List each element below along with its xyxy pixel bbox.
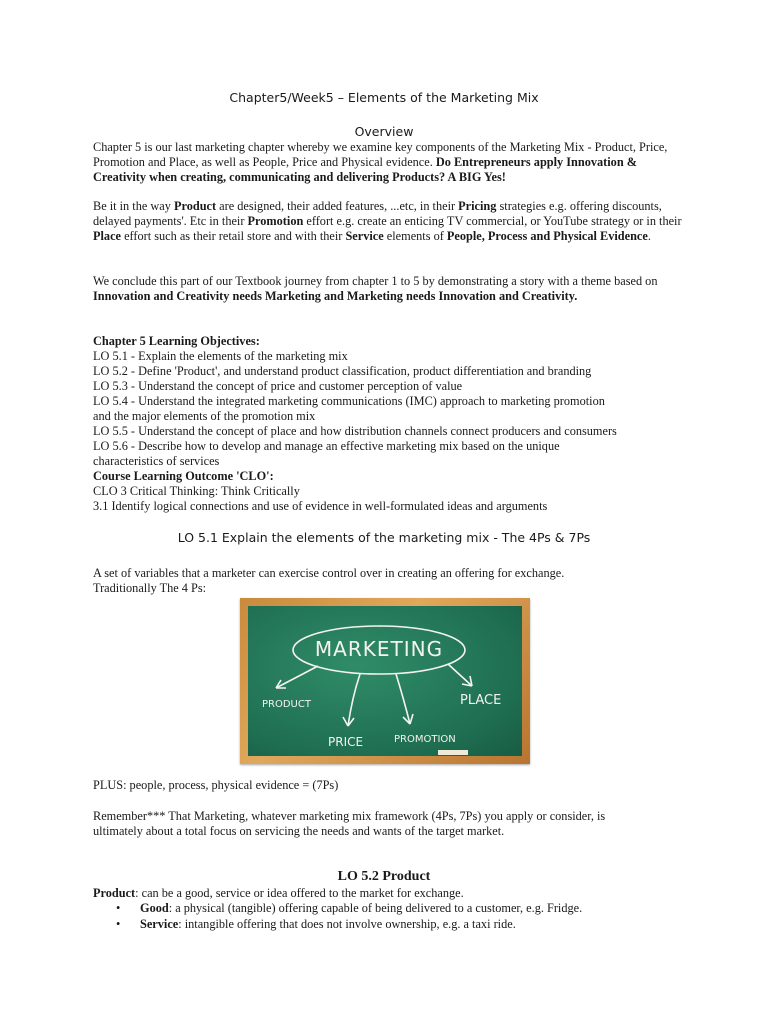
- objective-line: LO 5.3 - Understand the concept of price and customer perception of value: [93, 379, 463, 393]
- objectives-heading: Chapter 5 Learning Objectives:: [93, 334, 260, 348]
- clo-heading: Course Learning Outcome 'CLO':: [93, 469, 274, 483]
- page-title: Chapter5/Week5 – Elements of the Marketing Mix: [229, 90, 539, 105]
- objective-line: LO 5.1 - Explain the elements of the marketing mix: [93, 349, 348, 363]
- clo-line: CLO 3 Critical Thinking: Think Critically: [93, 484, 300, 498]
- chalkboard-drawing: [248, 606, 522, 756]
- arrow-product: [276, 666, 318, 688]
- learning-objectives: [93, 334, 617, 514]
- overview-heading: Overview: [354, 124, 414, 139]
- text-run: effort e.g. create an enticing TV commercial, or YouTube strategy or in their: [303, 214, 682, 228]
- overview-paragraph-2: [93, 199, 693, 244]
- objective-line: LO 5.2 - Define 'Product', and understand product classification, product differentiation and branding: [93, 364, 592, 378]
- intro-line: A set of variables that a marketer can exercise control over in creating an offering for exchange.: [93, 566, 565, 580]
- objective-line: LO 5.4 - Understand the integrated marketing communications (IMC) approach to marketing promotion: [93, 394, 605, 408]
- objective-line: LO 5.5 - Understand the concept of place and how distribution channels connect producers and consumers: [93, 424, 617, 438]
- bold-run: Place: [93, 229, 121, 243]
- arrow-place: [448, 664, 472, 686]
- text-run: : can be a good, service or idea offered to the market for exchange.: [135, 886, 464, 900]
- overview-bold-question: Do Entrepreneurs apply Innovation & Creativity when creating, communicating and delivering Products? A BIG Yes!: [93, 155, 637, 184]
- bold-run: Product: [173, 199, 217, 213]
- board-place-label: PLACE: [460, 693, 502, 708]
- bold-run: Service: [345, 229, 384, 243]
- text-run: elements of: [383, 229, 447, 243]
- arrow-promotion: [396, 674, 410, 724]
- overview-text: Chapter 5 is our last marketing chapter whereby we examine key components of the Marketing Mix - Product, Price, Promotion and Place, as well as People, Price and Physical evidence.: [93, 140, 668, 169]
- overview-paragraph-1: [93, 140, 693, 185]
- list-item: [116, 917, 516, 932]
- text-run: are designed, their added features, ...etc, in their: [216, 199, 459, 213]
- text-run: We conclude this part of our Textbook journey from chapter 1 to 5 by demonstrating a story with a theme based on: [93, 274, 658, 288]
- bold-run: Product: [93, 886, 136, 900]
- intro-line: Traditionally The 4 Ps:: [93, 581, 207, 595]
- text-run: : intangible offering that does not involve ownership, e.g. a taxi ride.: [178, 917, 516, 931]
- chalk-piece: [438, 750, 468, 755]
- clo-line: 3.1 Identify logical connections and use of evidence in well-formulated ideas and arguments: [93, 499, 548, 513]
- lo51-heading: LO 5.1 Explain the elements of the marketing mix - The 4Ps & 7Ps: [177, 530, 591, 545]
- overview-paragraph-3: [93, 274, 673, 304]
- product-definition: [93, 886, 464, 901]
- marketing-chalkboard-image: [240, 598, 530, 764]
- text-run: strategies e.g. offering discounts, delayed payments'. Etc in their: [93, 199, 662, 228]
- objective-line: LO 5.6 - Describe how to develop and manage an effective marketing mix based on the unique: [93, 439, 560, 453]
- objective-line: characteristics of services: [93, 454, 220, 468]
- text-run: : a physical (tangible) offering capable of being delivered to a customer, e.g. Fridge.: [168, 901, 583, 915]
- list-item: [116, 901, 582, 916]
- plus-7ps-line: PLUS: people, process, physical evidence = (7Ps): [93, 778, 339, 792]
- bold-run: Innovation and Creativity needs Marketing and Marketing needs Innovation and Creativity.: [93, 289, 578, 303]
- lo52-heading: LO 5.2 Product: [337, 869, 431, 884]
- bold-run: Service: [140, 917, 179, 931]
- bullet-symbol: •: [116, 917, 121, 931]
- bold-run: Good: [140, 901, 169, 915]
- board-promotion-label: PROMOTION: [394, 734, 456, 745]
- bullet-symbol: •: [116, 901, 121, 915]
- board-marketing-label: MARKETING: [314, 637, 444, 661]
- board-price-label: PRICE: [328, 735, 364, 749]
- objective-line: and the major elements of the promotion mix: [93, 409, 316, 423]
- text-run: Be it in the way: [93, 199, 174, 213]
- bold-run: People, Process and Physical Evidence: [446, 229, 648, 243]
- remember-paragraph: Remember*** That Marketing, whatever marketing mix framework (4Ps, 7Ps) you apply or consider, is ultimately about a total focus on servicing the needs and wants of the target market.: [93, 809, 606, 838]
- text-run: .: [647, 229, 651, 243]
- text-run: effort such as their retail store and with their: [121, 229, 346, 243]
- bold-run: Pricing: [458, 199, 497, 213]
- board-product-label: PRODUCT: [262, 699, 311, 710]
- chalkboard-surface: [248, 606, 522, 756]
- lo51-intro: [93, 566, 564, 596]
- bold-run: Promotion: [247, 214, 304, 228]
